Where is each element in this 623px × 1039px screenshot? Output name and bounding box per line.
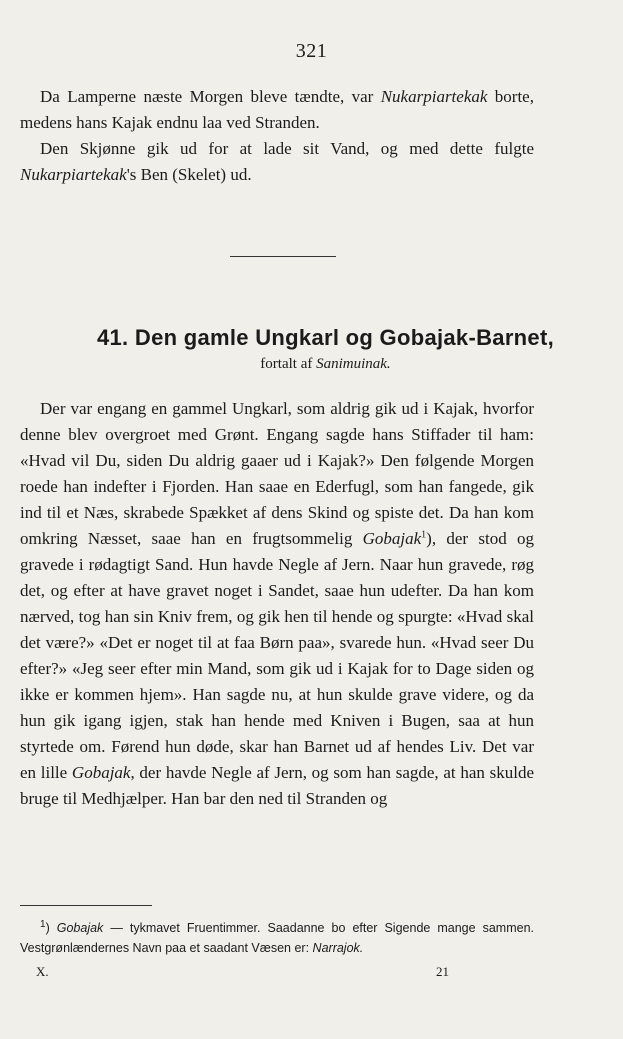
term-italic: Gobajak <box>362 529 422 548</box>
sheet-number: 21 <box>436 964 449 979</box>
volume-mark: X. <box>36 964 49 979</box>
text-run: ), der stod og gravede i rødagtigt Sand. Hun havde Negle af Jern. Naar hun gravede, røg det, og efter at have gravet noget i Sandet, saae hun udefter. Da han kom nærved, tog han sin Kniv frem, og gik hen til hende og spurgte: «Hvad skal det være?» «Det er noget til at faa Børn paa», svarede hun. «Hvad seer Du efter?» «Jeg seer efter min Mand, som gik ud i Kajak for to Dage siden og ikke er kommen hjem». Han sagde nu, at hun skulde grave videre, og da hun gik igang igjen, stak han hende med Kniven i Bugen, saa at hun styrtede om. Førend hun døde, skar han Barnet ud af hendes Liv. Det var en lille <box>20 529 534 782</box>
footnote-text: $^1$) Gobajak — tykmavet Fruentimmer. Saadanne bo efter Sigende mange sammen. Vestgrønlændernes Navn paa et saadant Væsen er: Narrajok. <box>20 918 535 955</box>
footnote-rule <box>20 905 152 906</box>
section-divider <box>230 256 336 257</box>
text-run: , der havde Negle af Jern, og som han sagde, at han skulde bruge til Medhjælper. Han bar den ned til Stranden og <box>20 763 534 808</box>
paragraph <box>20 396 534 812</box>
previous-story-ending <box>20 84 534 188</box>
term-italic: Gobajak <box>71 763 131 782</box>
footnote-ref: 1 <box>421 529 427 541</box>
text-run: Der var engang en gammel Ungkarl, som aldrig gik ud i Kajak, hvorfor denne blev overgroet med Grønt. Engang sagde hans Stiffader til ham: «Hvad vil Du, siden Du aldrig gaaer ud i Kajak?» Den følgende Morgen roede han indefter i Fjorden. Han saae en Ederfugl, som han fangede, gik ind til et Næs, skrabede Spækket af dens Skind og spiste det. Da han kom omkring Næsset, saae han en frugtsommelig <box>20 399 534 548</box>
footnote-mark: 1 <box>40 918 46 930</box>
text-run: 's Ben (Skelet) ud. <box>126 165 252 184</box>
footnote <box>20 918 534 958</box>
text-run: — tykmavet Fruentimmer. Saadanne bo efter Sigende mange sammen. Vestgrønlændernes Navn paa et saadant Væsen er: <box>20 921 535 955</box>
narrator-name: Sanimuinak. <box>316 356 391 372</box>
name-italic: Nukarpiartekak <box>380 87 488 106</box>
text-run: Den Skjønne gik ud for at lade sit Vand, og med dette fulgte <box>40 139 534 158</box>
story-title: 41. Den gamle Ungkarl og Gobajak-Barnet, <box>96 325 554 350</box>
text-run: borte, medens hans Kajak endnu laa ved Stranden. <box>20 87 534 132</box>
subtitle-prefix: fortalt af <box>260 356 317 372</box>
story-subtitle <box>0 356 623 373</box>
paragraph <box>20 84 534 136</box>
story-body <box>20 396 534 812</box>
text-run: Da Lamperne næste Morgen bleve tændte, var <box>40 87 381 106</box>
name-italic: Nukarpiartekak <box>20 165 127 184</box>
paragraph <box>20 136 534 188</box>
page-number: 321 <box>295 40 328 62</box>
footnote-term: Gobajak <box>56 921 104 935</box>
footnote-term: Narrajok. <box>312 941 364 955</box>
